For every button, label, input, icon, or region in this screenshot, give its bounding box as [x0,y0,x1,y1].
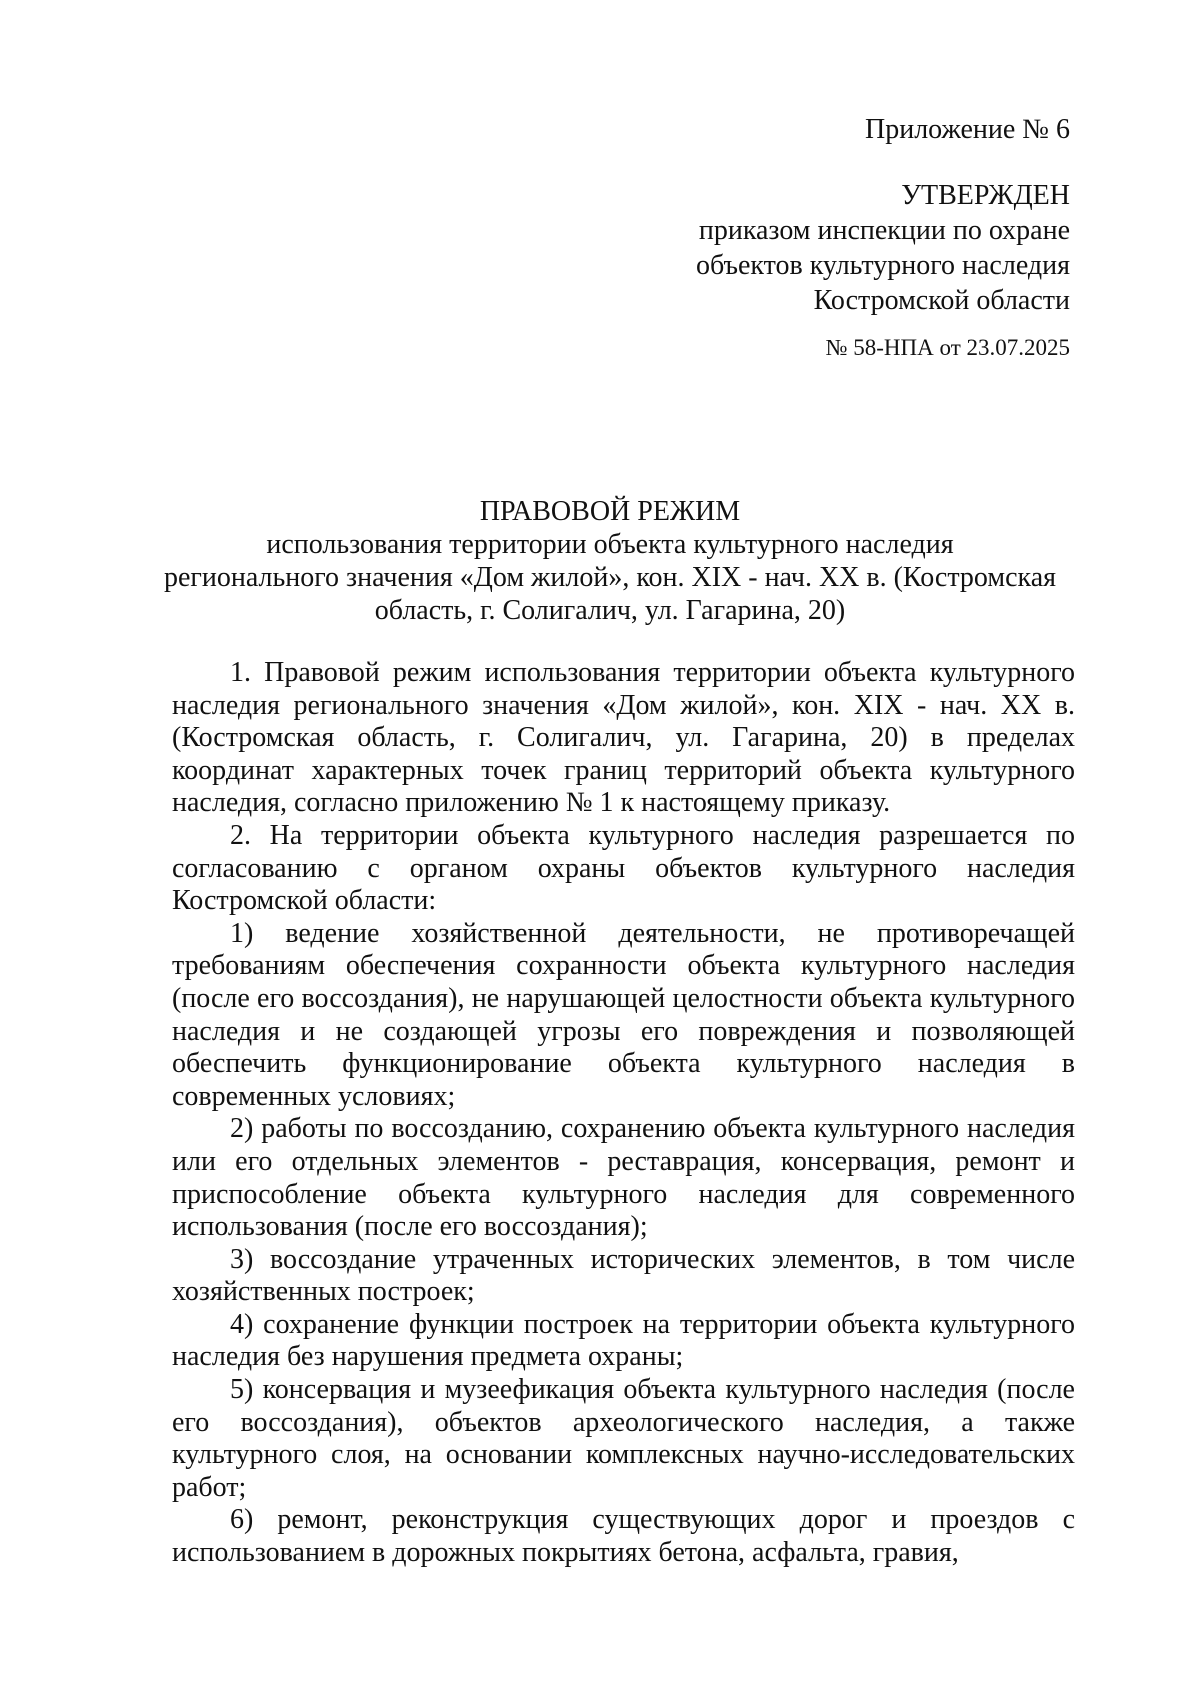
approval-block [696,178,1070,318]
approved-by-line: приказом инспекции по охране [698,215,1070,246]
title-subtitle-line: регионального значения «Дом жилой», кон. XIX - нач. XX в. (Костромская [163,562,1057,593]
paragraph: 4) сохранение функции построек на территории объекта культурного наследия без нарушения предмета охраны; [172,1308,1075,1373]
title-heading: ПРАВОВОЙ РЕЖИМ [479,496,741,527]
document-title [150,495,1070,627]
paragraph: 1. Правовой режим использования территории объекта культурного наследия регионального значения «Дом жилой», кон. XIX - нач. XX в. (Костромская область, г. Солигалич, ул. Гагарина, 20) в пределах координат характерных точек границ территорий объекта культурного наследия, согласно приложению № 1 к настоящему приказу. [172,657,1075,819]
paragraph: 1) ведение хозяйственной деятельности, не противоречащей требованиям обеспечения сохранности объекта культурного наследия (после его воссоздания), не нарушающей целостности объекта культурного наследия и не создающей угрозы его повреждения и позволяющей обеспечить функционирование объекта культурного наследия в современных условиях; [172,917,1075,1112]
approved-label: УТВЕРЖДЕН [901,180,1070,211]
paragraph: 2) работы по воссозданию, сохранению объекта культурного наследия или его отдельных элементов - реставрация, консервация, ремонт и приспособление объекта культурного наследия для современного использования (после его воссоздания); [172,1113,1075,1243]
approved-by-line: объектов культурного наследия [695,250,1070,281]
appendix-number: Приложение № 6 [865,114,1070,145]
paragraph: 5) консервация и музеефикация объекта культурного наследия (после его воссоздания), объектов археологического наследия, а также культурного слоя, на основании комплексных научно-исследовательских работ; [172,1374,1075,1503]
paragraph: 3) воссоздание утраченных исторических элементов, в том числе хозяйственных построек; [172,1243,1075,1308]
appendix-label [865,112,1070,147]
approved-by-line: Костромской области [813,285,1070,316]
paragraph: 6) ремонт, реконструкция существующих дорог и проездов с использованием в дорожных покрытиях бетона, асфальта, гравия, [172,1504,1075,1569]
paragraph: 2. На территории объекта культурного наследия разрешается по согласованию с органом охраны объектов культурного наследия Костромской области: [172,819,1075,917]
title-subtitle-line: использования территории объекта культурного наследия [266,529,954,560]
title-subtitle-line: область, г. Солигалич, ул. Гагарина, 20) [374,595,846,626]
order-number: № 58-НПА от 23.07.2025 [825,335,1070,360]
document-body [172,657,1075,1570]
